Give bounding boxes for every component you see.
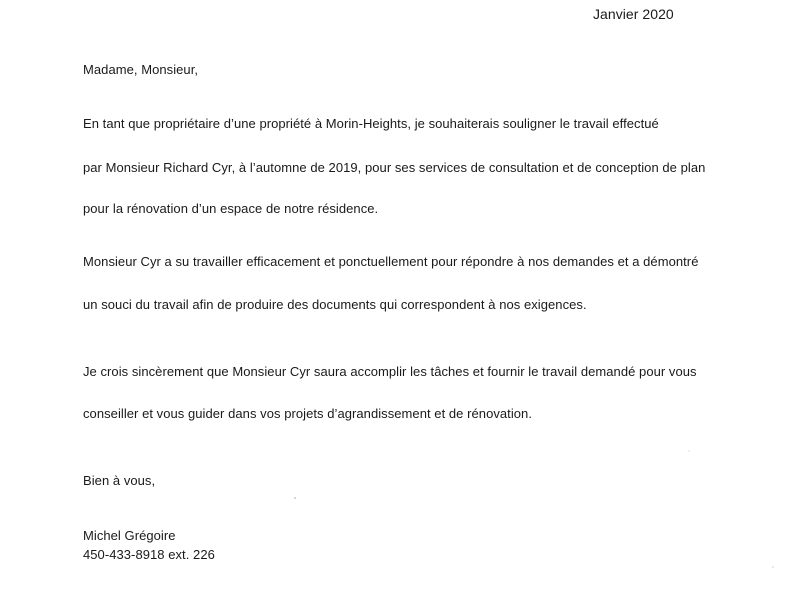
paragraph-3-line-2: conseiller et vous guider dans vos projets d’agrandissement et de rénovation.	[83, 406, 532, 421]
salutation: Madame, Monsieur,	[83, 62, 199, 77]
closing: Bien à vous,	[83, 473, 156, 488]
paragraph-2-line-2: un souci du travail afin de produire des documents qui correspondent à nos exigences.	[83, 297, 587, 312]
signature-name: Michel Grégoire	[83, 528, 176, 543]
paragraph-3-line-1: Je crois sincèrement que Monsieur Cyr saura accomplir les tâches et fournir le travail demandé pour vous	[83, 364, 697, 379]
paragraph-1-line-3: pour la rénovation d’un espace de notre résidence.	[83, 201, 379, 216]
scan-speck	[294, 497, 296, 499]
paragraph-1-line-1: En tant que propriétaire d’une propriété à Morin-Heights, je souhaiterais souligner le travail effectué	[83, 116, 659, 131]
scan-speck	[688, 450, 690, 452]
paragraph-1-line-2: par Monsieur Richard Cyr, à l’automne de 2019, pour ses services de consultation et de conception de plan	[83, 160, 706, 175]
paragraph-2-line-1: Monsieur Cyr a su travailler efficacement et ponctuellement pour répondre à nos demandes et a démontré	[83, 254, 699, 269]
signature-phone: 450-433-8918 ext. 226	[83, 547, 215, 562]
scan-speck	[772, 566, 774, 568]
letter-date: Janvier 2020	[593, 6, 674, 22]
